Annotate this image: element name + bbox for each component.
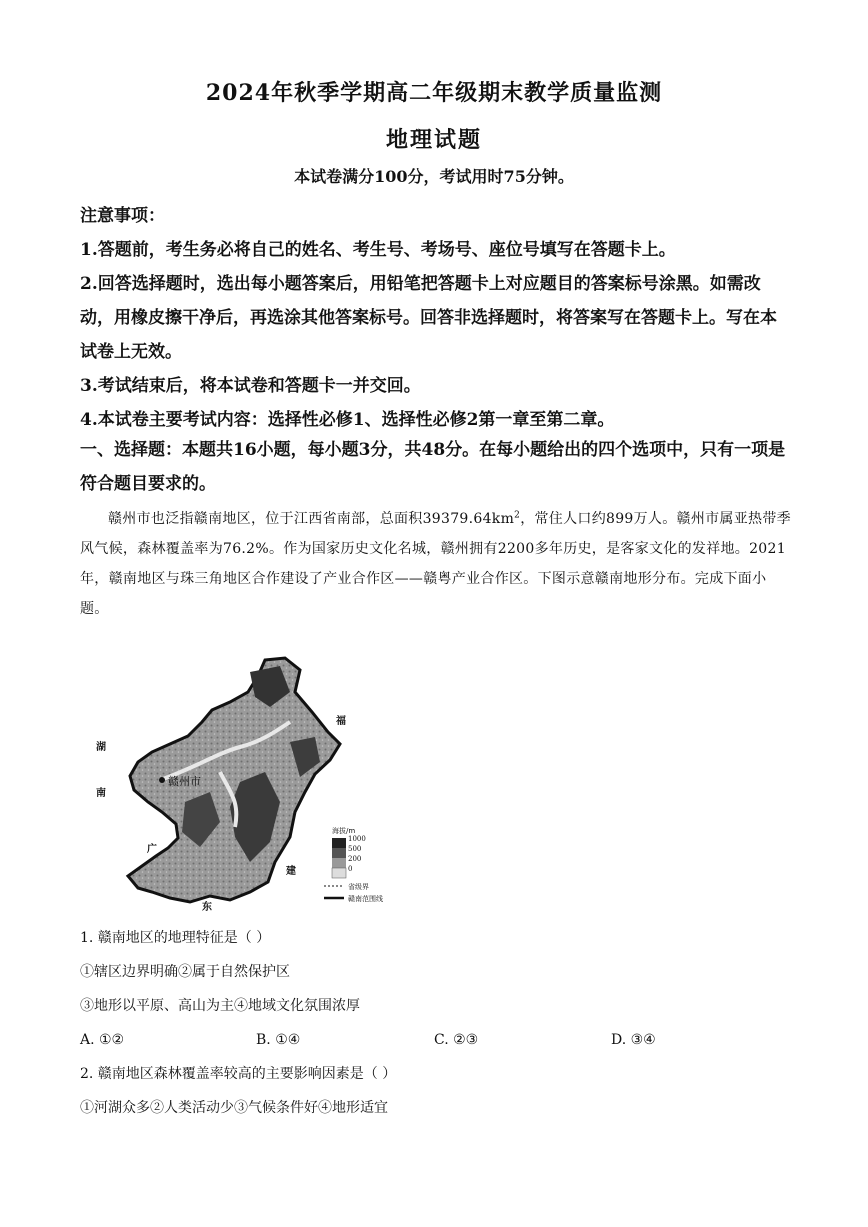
- exam-subtitle: 本试卷满分100分，考试用时75分钟。: [294, 167, 574, 186]
- option-c: C. ②③: [434, 1032, 479, 1048]
- legend-level-4: 0: [348, 865, 353, 873]
- section-heading: 一、选择题：本题共16小题，每小题3分，共48分。在每小题给出的四个选项中，只有一项是符合题目要求的。: [80, 440, 786, 494]
- question-2-stem: 2. 赣南地区森林覆盖率较高的主要影响因素是（ ）: [80, 1066, 397, 1082]
- notes-block: [80, 199, 792, 437]
- option-d: D. ③④: [611, 1032, 656, 1048]
- label-nan: 南: [96, 788, 106, 799]
- city-marker: [159, 777, 165, 783]
- label-jian: 建: [286, 866, 296, 877]
- note-item-1: 1.答题前，考生务必将自己的姓名、考生号、考场号、座位号填写在答题卡上。: [80, 240, 676, 260]
- city-label: 赣州市: [168, 775, 201, 788]
- legend-provincial: 省级界: [348, 883, 369, 891]
- label-dong: 东: [202, 902, 212, 912]
- legend-swatch-2: [332, 848, 346, 858]
- question-1-line-1: ①辖区边界明确②属于自然保护区: [80, 964, 290, 980]
- option-a: A. ①②: [80, 1032, 125, 1048]
- legend-level-1: 1000: [348, 835, 366, 843]
- legend-region: 赣南范围线: [348, 895, 383, 903]
- label-hu: 湖: [96, 742, 106, 753]
- exam-title: 2024年秋季学期高二年级期末教学质量监测: [205, 80, 663, 106]
- passage-superscript: 2: [514, 510, 521, 521]
- exam-subject: 地理试题: [385, 127, 482, 153]
- passage-part-2: ，常住人口约899万人。赣州市属亚热带季风气候，森林覆盖率为76.2%。作为国家历史文化名城，赣州拥有2200多年历史，是客家文化的发祥地。2021年，赣南地区与珠三角地区合作建设了产业合作区——赣粤产业合作区。下图示意赣南地形分布。完成下面小题。: [80, 511, 791, 617]
- note-item-2: 2.回答选择题时，选出每小题答案后，用铅笔把答题卡上对应题目的答案标号涂黑。如需改动，用橡皮擦干净后，再选涂其他答案标号。回答非选择题时，将答案写在答题卡上。写在本试卷上无效。: [80, 274, 777, 362]
- label-fu: 福: [336, 716, 346, 727]
- question-2-line-1: ①河湖众多②人类活动少③气候条件好④地形适宜: [80, 1100, 388, 1116]
- map-legend: [324, 826, 383, 903]
- option-b: B. ①④: [256, 1032, 301, 1048]
- reading-passage: [80, 504, 792, 624]
- terrain-map: [90, 652, 400, 912]
- note-item-4: 4.本试卷主要考试内容：选择性必修1、选择性必修2第一章至第二章。: [80, 410, 615, 430]
- question-1-stem: 1. 赣南地区的地理特征是（ ）: [80, 930, 271, 946]
- note-item-3: 3.考试结束后，将本试卷和答题卡一并交回。: [80, 376, 421, 396]
- label-guang: 广: [147, 844, 157, 855]
- notes-heading: 注意事项：: [80, 206, 165, 226]
- legend-level-2: 500: [348, 845, 362, 853]
- legend-level-3: 200: [348, 855, 362, 863]
- legend-title: 海拔/m: [332, 827, 356, 835]
- passage-part-1: 赣州市也泛指赣南地区，位于江西省南部，总面积39379.64km: [108, 511, 515, 527]
- legend-swatch-3: [332, 858, 346, 868]
- question-1-line-2: ③地形以平原、高山为主④地域文化氛围浓厚: [80, 998, 360, 1014]
- legend-swatch-1: [332, 838, 346, 848]
- legend-swatch-4: [332, 868, 346, 878]
